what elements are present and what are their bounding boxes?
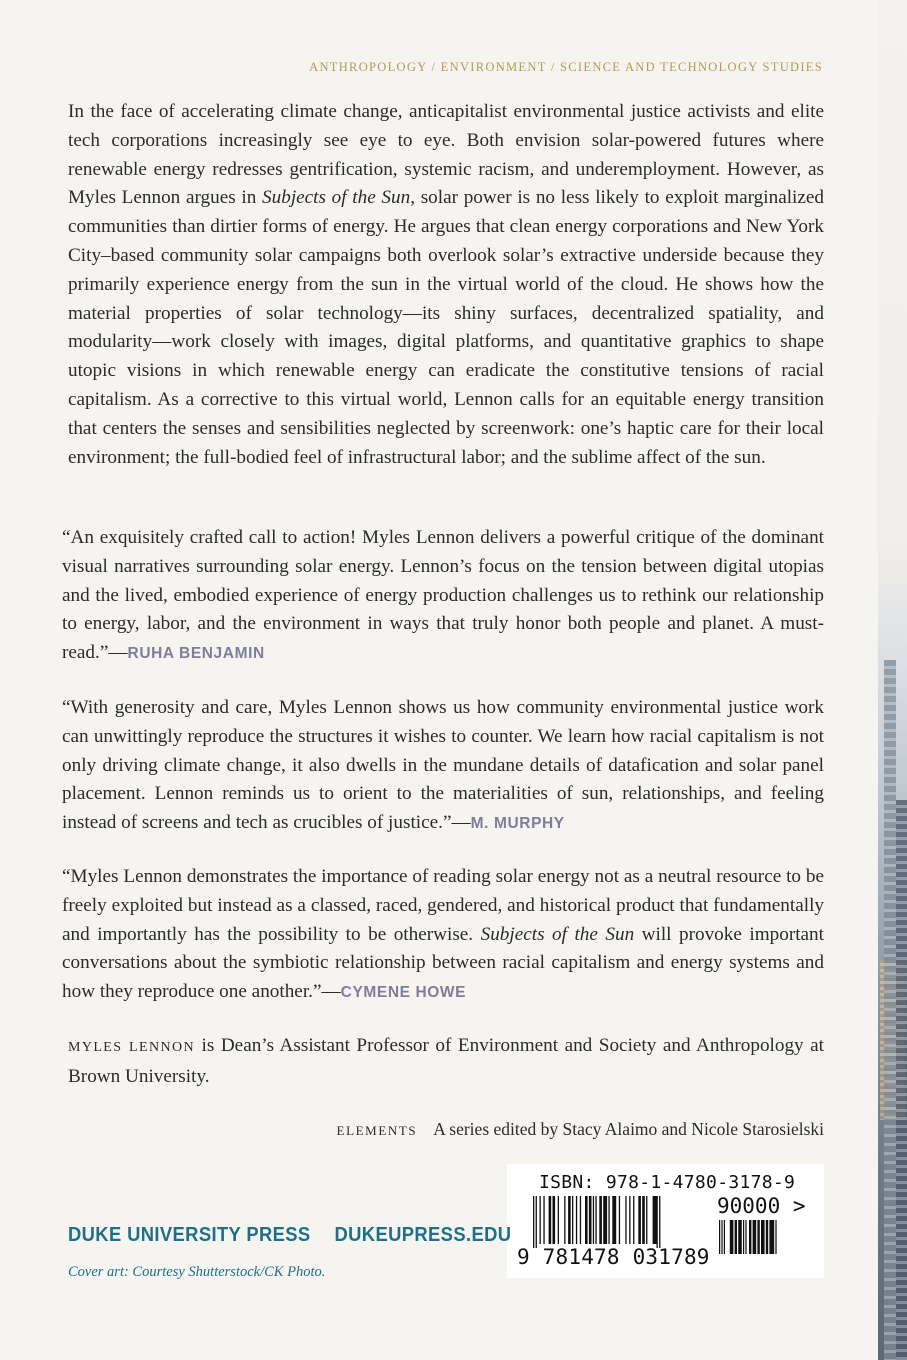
barcode-bar <box>724 1220 725 1254</box>
isbn-label: ISBN: 978-1-4780-3178-9 <box>539 1172 796 1193</box>
barcode-bar <box>543 1196 544 1244</box>
category-line: ANTHROPOLOGY / ENVIRONMENT / SCIENCE AND TECHNOLOGY STUDIES <box>309 60 823 74</box>
barcode-bar <box>721 1220 722 1254</box>
barcode-bar <box>633 1196 634 1244</box>
barcode-bar <box>572 1196 573 1244</box>
blurb-text: will provoke important conversations about the symbiotic relationship between racial capitalism and energy systems and how they reproduce one another.”— <box>62 923 824 1003</box>
barcode-bar <box>753 1220 757 1254</box>
publisher-name: DUKE UNIVERSITY PRESS <box>68 1224 311 1246</box>
barcode-bar <box>638 1196 641 1244</box>
barcode-bar <box>749 1220 751 1254</box>
barcode-bar <box>589 1196 592 1244</box>
barcode-bar <box>735 1220 737 1254</box>
barcode-bar <box>766 1220 768 1254</box>
barcode-bar <box>558 1196 559 1244</box>
barcode-bar <box>738 1220 742 1254</box>
cover-art-credit: Cover art: Courtesy Shutterstock/CK Photo. <box>68 1264 326 1280</box>
description-text-2: , solar power is no less likely to exploit marginalized communities than dirtier forms of energy. He argues that clean energy corporations and New York City–based community solar campaigns both overlook solar’s extractive underside because they primarily experience energy from the sun in the virtual world of the cloud. He shows how the material properties of solar technology—its shiny surfaces, decentralized spatiality, and modularity—work closely with images, digital platforms, and quantitative graphics to shape utopic visions in which renewable energy can eradicate the constitutive tensions of racial capitalism. As a corrective to this virtual world, Lennon calls for an equitable energy transition that centers the senses and sensibilities neglected by screenwork: one’s haptic care for their local environment; the full-bodied feel of infrastructural labor; and the sublime affect of the sun. <box>68 187 825 468</box>
barcode-bar <box>536 1196 537 1248</box>
blurb-benjamin <box>62 524 824 669</box>
barcode-bar <box>576 1196 577 1244</box>
cover-photo-edge <box>878 0 907 1360</box>
ean-barcode-bars <box>533 1196 713 1248</box>
barcode-bar <box>568 1196 571 1244</box>
barcode-bar <box>564 1196 565 1244</box>
barcode-bar <box>549 1196 552 1244</box>
barcode-bar <box>719 1220 720 1254</box>
barcode-bar <box>629 1196 630 1244</box>
series-name: ELEMENTS <box>336 1123 418 1138</box>
barcode-bar <box>553 1196 556 1244</box>
blurb-text: “With generosity and care, Myles Lennon shows us how community environmental justice work can unwittingly reproduce the structures it wishes to counter. We learn how racial capitalism is not only driving climate change, it also dwells in the mundane details of datafication and solar panel placement. Lennon reminds us to orient to the materialities of sun, relationships, and feeling instead of screens and tech as crucibles of justice.”— <box>62 697 824 834</box>
blurb-murphy <box>62 694 824 839</box>
author-bio <box>68 1032 824 1092</box>
barcode-bar <box>757 1220 759 1254</box>
book-description <box>68 98 824 472</box>
series-editors: A series edited by Stacy Alaimo and Nicole Starosielski <box>433 1119 824 1139</box>
barcode-bar <box>646 1196 647 1244</box>
barcode-bar <box>761 1220 765 1254</box>
blurb-author: RUHA BENJAMIN <box>127 645 265 663</box>
barcode-bar <box>533 1196 534 1248</box>
barcode-bar <box>540 1196 541 1244</box>
barcode-bar <box>612 1196 616 1244</box>
barcode-bar <box>625 1196 626 1244</box>
barcode-bar <box>608 1196 609 1244</box>
barcode-bar <box>659 1196 660 1248</box>
description-book-title: Subjects of the Sun <box>262 187 411 209</box>
barcode-bar <box>595 1196 596 1244</box>
barcode-bar <box>619 1196 620 1244</box>
barcode-bar <box>657 1196 658 1248</box>
blurb-text: “An exquisitely crafted call to action! Myles Lennon delivers a powerful critique of the dominant visual narratives surrounding solar energy. Lennon’s focus on the tension between digital utopias and the lived, embodied experience of energy production challenges us to rethink our relationship to energy, labor, and the environment in ways that truly honor both people and planet. A must-read.”— <box>62 527 824 664</box>
barcode-bar <box>745 1220 746 1254</box>
barcode-bar <box>593 1196 594 1244</box>
barcode-bar <box>769 1220 773 1254</box>
addon-barcode-bars <box>719 1220 809 1272</box>
description-text-1: In the face of accelerating climate change, anticapitalist environmental justice activists and elite tech corporations increasingly see eye to eye. Both envision solar-powered futures where renewable energy redresses gentrification, systemic racism, and underemployment. However, as Myles Lennon argues in <box>68 101 824 209</box>
blurb-author: M. MURPHY <box>470 815 565 833</box>
blurb-book-title: Subjects of the Sun <box>480 923 635 945</box>
bio-text: is Dean’s Assistant Professor of Environment and Society and Anthropology at Brown University. <box>68 1035 825 1087</box>
blurb-text: “Myles Lennon demonstrates the importance of reading solar energy not as a neutral resource to be freely exploited but instead as a classed, raced, gendered, and historical product that fundamentally and importantly has the possibility to be otherwise. <box>62 866 824 945</box>
barcode-bar <box>580 1196 581 1244</box>
blurb-howe <box>62 863 824 1008</box>
isbn-barcode <box>507 1164 824 1278</box>
series-line <box>337 1119 824 1140</box>
barcode-bar <box>603 1196 607 1244</box>
addon-digits: 90000 > <box>717 1194 806 1218</box>
publisher-url[interactable]: DUKEUPRESS.EDU <box>334 1224 512 1246</box>
barcode-bar <box>585 1196 588 1244</box>
barcode-bar <box>599 1196 602 1244</box>
ean-digits: 9 781478 031789 <box>517 1245 710 1269</box>
publisher-line <box>68 1224 511 1247</box>
blurb-author: CYMENE HOWE <box>340 984 467 1002</box>
author-name: MYLES LENNON <box>68 1040 196 1055</box>
barcode-bar <box>642 1196 645 1244</box>
barcode-bar <box>730 1220 734 1254</box>
barcode-bar <box>775 1220 776 1254</box>
barcode-bar <box>743 1220 744 1254</box>
barcode-bar <box>653 1196 657 1244</box>
barcode-bar <box>773 1220 774 1254</box>
